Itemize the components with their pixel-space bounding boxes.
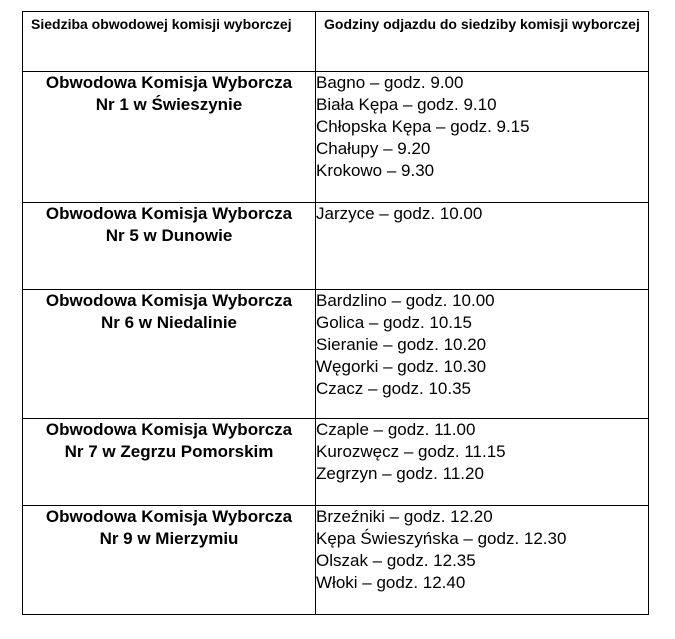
- committee-number: Nr 7 w Zegrzu Pomorskim: [64, 442, 274, 461]
- departure-times-cell: [316, 203, 649, 290]
- departure-entry: Kępa Świeszyńska – godz. 12.30: [316, 529, 567, 548]
- table-row: [23, 506, 649, 615]
- departure-entry: Czacz – godz. 10.35: [316, 379, 471, 398]
- departure-entry: Włoki – godz. 12.40: [316, 573, 466, 592]
- table-row: [23, 419, 649, 506]
- committee-cell: [23, 203, 316, 290]
- departure-times-cell: [316, 506, 649, 615]
- departure-entry: Kurozwęcz – godz. 11.15: [316, 442, 506, 461]
- committee-cell: [23, 419, 316, 506]
- committee-cell: [23, 72, 316, 203]
- table-row: [23, 203, 649, 290]
- committee-name: Obwodowa Komisja Wyborcza: [45, 291, 293, 310]
- committee-number: Nr 5 w Dunowie: [105, 226, 233, 245]
- header-row: [23, 12, 649, 72]
- header-departure-times: Godziny odjazdu do siedziby komisji wyborczej: [316, 12, 649, 72]
- departure-entry: Chałupy – 9.20: [316, 139, 431, 158]
- header-committee-seat: Siedziba obwodowej komisji wyborczej: [23, 12, 316, 72]
- departure-entry: Olszak – godz. 12.35: [316, 551, 476, 570]
- committee-name: Obwodowa Komisja Wyborcza: [45, 73, 293, 92]
- departure-entry: Czaple – godz. 11.00: [316, 420, 476, 439]
- committee-name: Obwodowa Komisja Wyborcza: [45, 507, 293, 526]
- departure-times-cell: [316, 72, 649, 203]
- departure-times-cell: [316, 419, 649, 506]
- committee-number: Nr 9 w Mierzymiu: [99, 529, 239, 548]
- table-row: [23, 290, 649, 419]
- departure-times-cell: [316, 290, 649, 419]
- committee-number: Nr 1 w Świeszynie: [95, 95, 243, 114]
- departure-entry: Chłopska Kępa – godz. 9.15: [316, 117, 530, 136]
- departure-entry: Bagno – godz. 9.00: [316, 73, 464, 92]
- committee-name: Obwodowa Komisja Wyborcza: [45, 420, 293, 439]
- table-row: [23, 72, 649, 203]
- departure-entry: Bardzlino – godz. 10.00: [316, 291, 495, 310]
- departure-entry: Jarzyce – godz. 10.00: [316, 204, 483, 223]
- committee-cell: [23, 506, 316, 615]
- election-schedule-table: [22, 11, 649, 615]
- departure-entry: Sieranie – godz. 10.20: [316, 335, 487, 354]
- departure-entry: Węgorki – godz. 10.30: [316, 357, 487, 376]
- committee-cell: [23, 290, 316, 419]
- departure-entry: Biała Kępa – godz. 9.10: [316, 95, 497, 114]
- departure-entry: Zegrzyn – godz. 11.20: [316, 464, 484, 483]
- departure-entry: Brzeźniki – godz. 12.20: [316, 507, 493, 526]
- departure-entry: Krokowo – 9.30: [316, 161, 435, 180]
- committee-number: Nr 6 w Niedalinie: [100, 313, 238, 332]
- departure-entry: Golica – godz. 10.15: [316, 313, 472, 332]
- committee-name: Obwodowa Komisja Wyborcza: [45, 204, 293, 223]
